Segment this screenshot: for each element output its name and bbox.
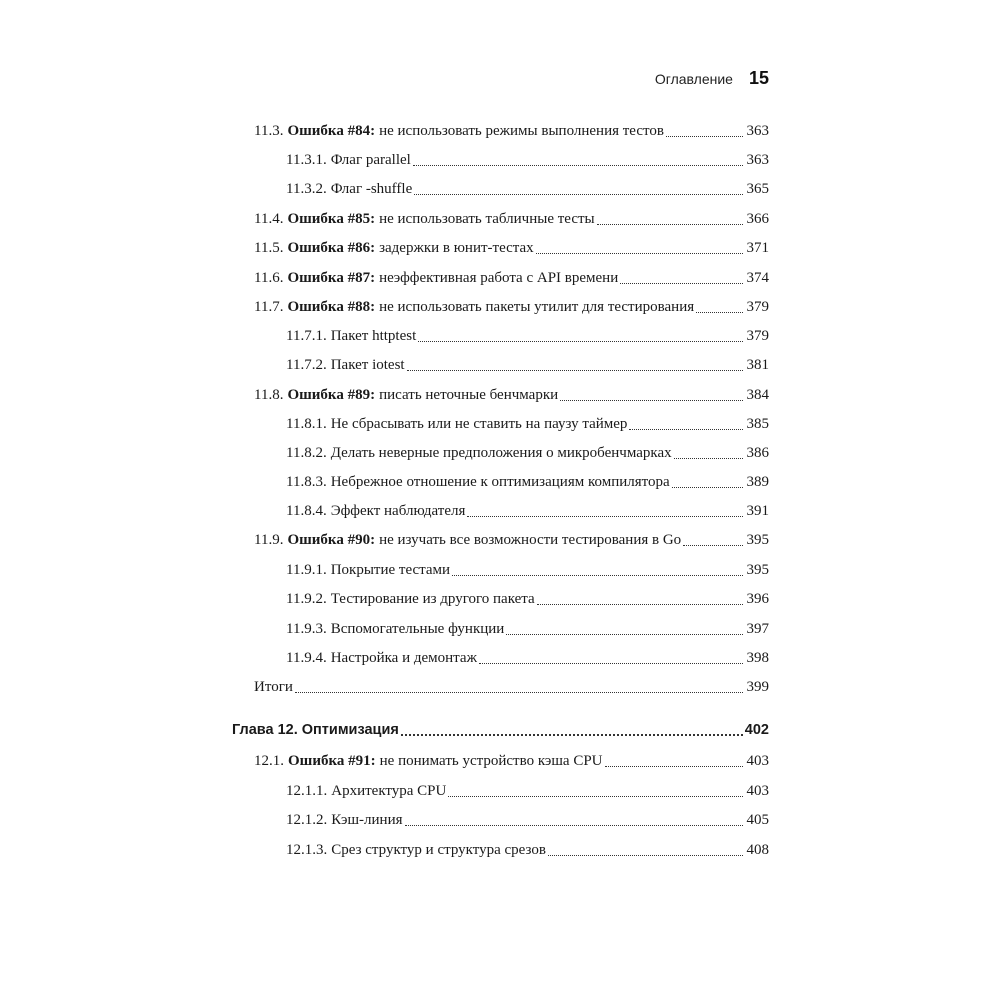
dot-leader	[560, 400, 743, 401]
entry-page: 381	[746, 357, 769, 373]
entry-page: 379	[746, 299, 769, 315]
entry-page: 366	[746, 211, 769, 227]
entry-page: 389	[746, 474, 769, 490]
toc-entry	[232, 839, 769, 861]
page-number: 15	[748, 68, 769, 88]
entry-number: 11.3.1.	[286, 152, 327, 168]
entry-title: Кэш-линия	[331, 812, 403, 828]
entry-title: не изучать все возможности тестирования в Go	[379, 532, 682, 548]
dot-leader	[597, 224, 743, 225]
entry-page: 399	[746, 679, 769, 695]
entry-title: Флаг -shuffle	[330, 181, 413, 197]
dot-leader	[467, 516, 743, 517]
entry-page: 384	[746, 387, 769, 403]
dot-leader	[448, 796, 743, 797]
entry-number: 11.9.1.	[286, 562, 327, 578]
entry-title: неэффективная работа с API времени	[379, 270, 619, 286]
dot-leader	[401, 734, 743, 736]
entry-number: 11.9.	[254, 532, 284, 548]
dot-leader	[674, 458, 743, 459]
dot-leader	[506, 634, 743, 635]
dot-leader	[548, 855, 743, 856]
toc-entry	[232, 178, 769, 200]
entry-page: 403	[746, 753, 769, 769]
dot-leader	[418, 341, 743, 342]
entry-page: 365	[746, 181, 769, 197]
toc-entry	[232, 149, 769, 171]
toc-entry	[232, 384, 769, 406]
entry-title: Флаг parallel	[330, 152, 411, 168]
chapter-title: Глава 12. Оптимизация	[232, 722, 399, 738]
dot-leader	[672, 487, 743, 488]
entry-number: 11.4.	[254, 211, 284, 227]
chapter-page: 402	[744, 722, 769, 738]
toc-entry	[232, 296, 769, 318]
entry-title: Делать неверные предположения о микробенчмарках	[330, 445, 672, 461]
entry-title: Настройка и демонтаж	[330, 650, 477, 666]
entry-page: 396	[746, 591, 769, 607]
dot-leader	[536, 253, 743, 254]
dot-leader	[696, 312, 743, 313]
entry-number: 11.9.4.	[286, 650, 327, 666]
dot-leader	[666, 136, 743, 137]
dot-leader	[620, 283, 743, 284]
entry-number: 11.8.1.	[286, 416, 327, 432]
entry-number: 11.8.2.	[286, 445, 327, 461]
entry-number: 11.3.2.	[286, 181, 327, 197]
toc-entry	[232, 413, 769, 435]
toc-entry	[232, 354, 769, 376]
error-label: Ошибка #88:	[287, 299, 376, 315]
entry-page: 363	[746, 123, 769, 139]
error-label: Ошибка #89:	[287, 387, 376, 403]
toc-entry	[232, 325, 769, 347]
entry-number: 12.1.3.	[286, 842, 328, 858]
toc-entry	[232, 442, 769, 464]
entry-title: Небрежное отношение к оптимизациям компилятора	[330, 474, 670, 490]
dot-leader	[479, 663, 743, 664]
entry-title: Пакет httptest	[330, 328, 417, 344]
dot-leader	[629, 429, 743, 430]
entry-number: 11.8.3.	[286, 474, 327, 490]
entry-title: Не сбрасывать или не ставить на паузу таймер	[330, 416, 628, 432]
toc-entry	[232, 208, 769, 230]
entry-title: не использовать табличные тесты	[379, 211, 595, 227]
entry-number: 11.7.2.	[286, 357, 327, 373]
dot-leader	[452, 575, 743, 576]
toc-entry	[232, 647, 769, 669]
error-label: Ошибка #90:	[287, 532, 376, 548]
entry-number: 11.7.	[254, 299, 284, 315]
entry-title: задержки в юнит-тестах	[379, 240, 534, 256]
entry-title: Архитектура CPU	[331, 783, 447, 799]
table-of-contents	[232, 0, 769, 1000]
entry-title: Срез структур и структура срезов	[331, 842, 546, 858]
entry-page: 371	[746, 240, 769, 256]
toc-entry	[232, 588, 769, 610]
running-title: Оглавление	[654, 71, 733, 87]
toc-entry	[232, 809, 769, 831]
entry-page: 403	[746, 783, 769, 799]
toc-entry	[232, 237, 769, 259]
entry-title: писать неточные бенчмарки	[379, 387, 559, 403]
entry-number: 11.7.1.	[286, 328, 327, 344]
entry-title: Пакет iotest	[330, 357, 405, 373]
entry-number: 12.1.2.	[286, 812, 328, 828]
dot-leader	[683, 545, 743, 546]
chapter-heading	[232, 719, 769, 741]
entry-title: не понимать устройство кэша CPU	[379, 753, 603, 769]
toc-entry	[232, 618, 769, 640]
entry-number: 11.8.	[254, 387, 284, 403]
entry-number: 11.9.3.	[286, 621, 327, 637]
toc-entry	[232, 500, 769, 522]
entry-number: 11.6.	[254, 270, 284, 286]
toc-summary-entry	[232, 676, 769, 698]
error-label: Ошибка #91:	[288, 753, 376, 769]
entry-page: 385	[746, 416, 769, 432]
toc-entry	[232, 750, 769, 772]
dot-leader	[295, 692, 743, 693]
error-label: Ошибка #86:	[287, 240, 376, 256]
error-label: Ошибка #84:	[287, 123, 376, 139]
toc-entry	[232, 529, 769, 551]
entry-page: 363	[746, 152, 769, 168]
entry-page: 397	[746, 621, 769, 637]
toc-entry	[232, 780, 769, 802]
entry-page: 379	[746, 328, 769, 344]
entry-number: 12.1.1.	[286, 783, 328, 799]
entry-title: Покрытие тестами	[330, 562, 451, 578]
entry-number: 11.9.2.	[286, 591, 327, 607]
toc-entry	[232, 120, 769, 142]
dot-leader	[605, 766, 744, 767]
toc-entry	[232, 559, 769, 581]
entry-page: 395	[746, 562, 769, 578]
entry-title: не использовать режимы выполнения тестов	[379, 123, 664, 139]
entry-title: Вспомогательные функции	[330, 621, 505, 637]
dot-leader	[405, 825, 743, 826]
entry-page: 408	[746, 842, 769, 858]
dot-leader	[413, 165, 743, 166]
entry-page: 395	[746, 532, 769, 548]
dot-leader	[414, 194, 743, 195]
error-label: Ошибка #85:	[287, 211, 376, 227]
entry-number: 11.3.	[254, 123, 284, 139]
entry-title: Эффект наблюдателя	[330, 503, 466, 519]
toc-entry	[232, 471, 769, 493]
entry-title: Тестирование из другого пакета	[330, 591, 535, 607]
entry-page: 374	[746, 270, 769, 286]
entry-title: не использовать пакеты утилит для тестирования	[379, 299, 695, 315]
entry-number: 11.8.4.	[286, 503, 327, 519]
entry-page: 405	[746, 812, 769, 828]
entry-page: 398	[746, 650, 769, 666]
dot-leader	[407, 370, 743, 371]
entry-page: 391	[746, 503, 769, 519]
entry-number: 11.5.	[254, 240, 284, 256]
entry-number: 12.1.	[254, 753, 284, 769]
error-label: Ошибка #87:	[287, 270, 376, 286]
entry-page: 386	[746, 445, 769, 461]
entry-title: Итоги	[254, 679, 293, 695]
toc-entry	[232, 267, 769, 289]
dot-leader	[537, 604, 743, 605]
